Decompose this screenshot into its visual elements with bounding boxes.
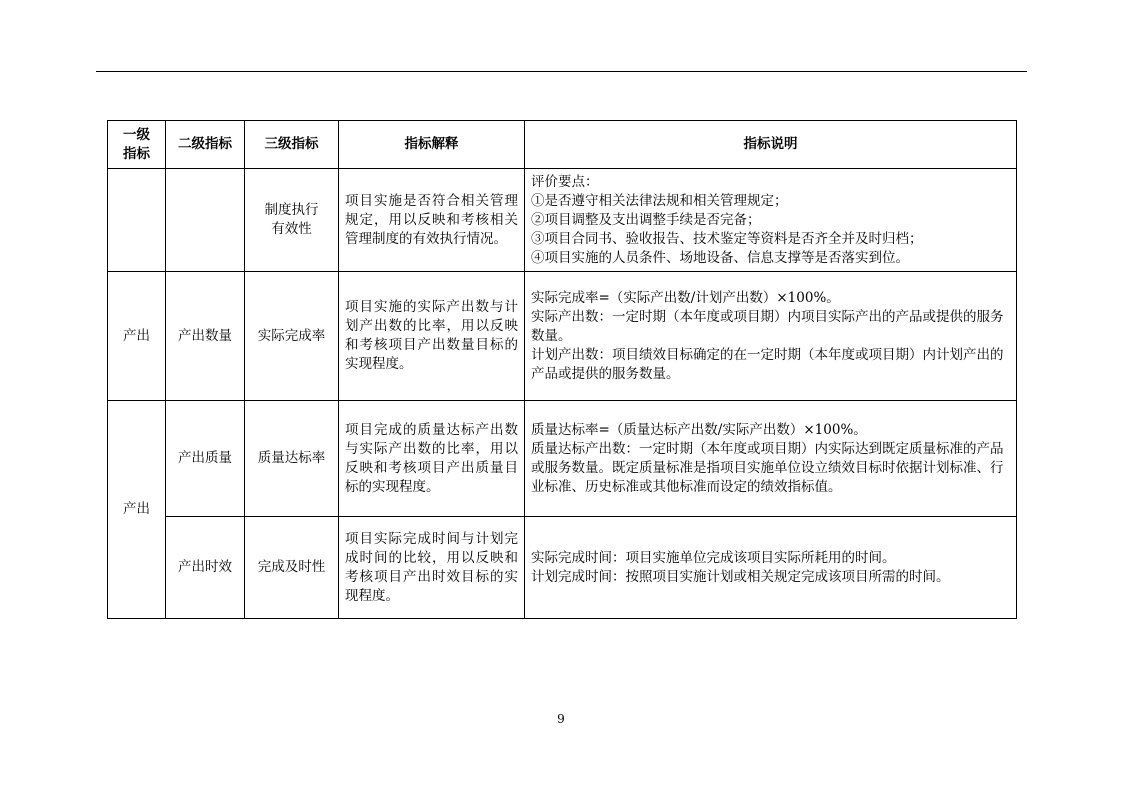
header-level2: 二级指标 xyxy=(166,121,245,169)
row-level3: 实际完成率 xyxy=(245,272,339,401)
row-notes xyxy=(525,169,1017,272)
table-row xyxy=(108,272,1017,401)
note-line: 质量达标产出数：一定时期（本年度或项目期）内实际达到既定质量标准的产品或服务数量。既定质量标准是指项目实施单位设立绩效目标时依据计划标准、行业标准、历史标准或其他标准而设定的绩效指标值。 xyxy=(531,440,1004,495)
header-level1: 一级指标 xyxy=(108,121,166,169)
note-line: ④项目实施的人员条件、场地设备、信息支撑等是否落实到位。 xyxy=(531,249,909,266)
row-level2 xyxy=(166,169,245,272)
indicator-table xyxy=(107,120,1017,619)
header-level3: 三级指标 xyxy=(245,121,339,169)
note-line: ③项目合同书、验收报告、技术鉴定等资料是否齐全并及时归档； xyxy=(531,230,923,247)
note-line: ②项目调整及支出调整手续是否完备； xyxy=(531,211,761,228)
row-explanation: 项目完成的质量达标产出数与实际产出数的比率，用以反映和考核项目产出质量目标的实现程度。 xyxy=(339,401,525,517)
table-row xyxy=(108,401,1017,517)
note-line: 评价要点： xyxy=(531,173,599,190)
row-level2: 产出数量 xyxy=(166,272,245,401)
note-line: 质量达标率=（质量达标产出数/实际产出数）×100%。 xyxy=(531,421,867,438)
table-row xyxy=(108,169,1017,272)
note-line: 实际完成时间：项目实施单位完成该项目实际所耗用的时间。 xyxy=(531,549,896,566)
page-number: 9 xyxy=(557,712,565,726)
row-level1 xyxy=(108,169,166,272)
note-line: 计划完成时间：按照项目实施计划或相关规定完成该项目所需的时间。 xyxy=(531,568,950,585)
row-level1: 产出 xyxy=(108,272,166,401)
header-explanation: 指标解释 xyxy=(339,121,525,169)
header-rule xyxy=(96,71,1027,72)
row-level2: 产出时效 xyxy=(166,517,245,619)
table-row xyxy=(108,517,1017,619)
row-level3: 完成及时性 xyxy=(245,517,339,619)
row-explanation: 项目实际完成时间与计划完成时间的比较，用以反映和考核项目产出时效目标的实现程度。 xyxy=(339,517,525,619)
note-line: ①是否遵守相关法律法规和相关管理规定； xyxy=(531,192,788,209)
row-notes xyxy=(525,272,1017,401)
row-notes xyxy=(525,517,1017,619)
row-explanation: 项目实施的实际产出数与计划产出数的比率，用以反映和考核项目产出数量目标的实现程度。 xyxy=(339,272,525,401)
row-notes xyxy=(525,401,1017,517)
row-level2: 产出质量 xyxy=(166,401,245,517)
note-line: 计划产出数：项目绩效目标确定的在一定时期（本年度或项目期）内计划产出的产品或提供的服务数量。 xyxy=(531,346,1004,382)
table-header-row xyxy=(108,121,1017,169)
row-level3: 质量达标率 xyxy=(245,401,339,517)
note-line: 实际完成率=（实际产出数/计划产出数）×100%。 xyxy=(531,289,840,306)
header-notes: 指标说明 xyxy=(525,121,1017,169)
row-explanation: 项目实施是否符合相关管理规定，用以反映和考核相关管理制度的有效执行情况。 xyxy=(339,169,525,272)
row-level1: 产出 xyxy=(108,401,166,619)
row-level3: 制度执行有效性 xyxy=(245,169,339,272)
note-line: 实际产出数：一定时期（本年度或项目期）内项目实际产出的产品或提供的服务数量。 xyxy=(531,308,1004,344)
